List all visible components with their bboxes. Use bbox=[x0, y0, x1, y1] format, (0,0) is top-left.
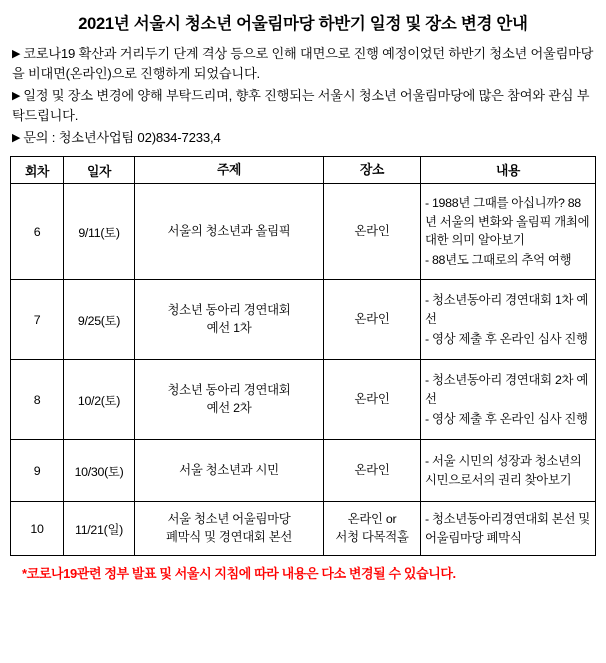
column-header-topic: 주제 bbox=[135, 157, 324, 184]
intro-paragraph-3 bbox=[12, 128, 596, 148]
cell-date: 9/25(토) bbox=[64, 280, 135, 360]
cell-date: 11/21(일) bbox=[64, 502, 135, 556]
table-row bbox=[11, 502, 596, 556]
cell-place: 온라인 bbox=[324, 184, 421, 280]
cell-topic: 청소년 동아리 경연대회 예선 2차 bbox=[135, 360, 324, 440]
intro-paragraph-1-text: 코로나19 확산과 거리두기 단계 격상 등으로 인해 대면으로 진행 예정이었던 하반기 청소년 어울림마당을 비대면(온라인)으로 진행하게 되었습니다. bbox=[12, 46, 594, 82]
cell-topic: 서울의 청소년과 올림픽 bbox=[135, 184, 324, 280]
bullet-marker-icon: ▶ bbox=[12, 48, 21, 60]
cell-content bbox=[421, 184, 596, 280]
column-header-date: 일자 bbox=[64, 157, 135, 184]
intro-section bbox=[12, 44, 596, 148]
cell-content bbox=[421, 360, 596, 440]
column-header-place: 장소 bbox=[324, 157, 421, 184]
table-row bbox=[11, 360, 596, 440]
content-line: - 청소년동아리경연대회 본선 및 어울림마당 폐막식 bbox=[425, 512, 590, 545]
cell-content bbox=[421, 280, 596, 360]
cell-date: 10/30(토) bbox=[64, 440, 135, 502]
contact-text: 문의 : 청소년사업팀 02)834-7233,4 bbox=[23, 129, 221, 145]
column-header-round: 회차 bbox=[11, 157, 64, 184]
cell-topic: 청소년 동아리 경연대회 예선 1차 bbox=[135, 280, 324, 360]
cell-topic: 서울 청소년 어울림마당 폐막식 및 경연대회 본선 bbox=[135, 502, 324, 556]
cell-content bbox=[421, 440, 596, 502]
bullet-marker-icon: ▶ bbox=[12, 131, 21, 144]
cell-round: 9 bbox=[11, 440, 64, 502]
content-line: - 청소년동아리 경연대회 1차 예선 bbox=[425, 293, 589, 326]
content-line: - 영상 제출 후 온라인 심사 진행 bbox=[425, 331, 588, 346]
cell-place: 온라인 or 서청 다목적홀 bbox=[324, 502, 421, 556]
table-row bbox=[11, 280, 596, 360]
cell-place: 온라인 bbox=[324, 360, 421, 440]
cell-date: 9/11(토) bbox=[64, 184, 135, 280]
cell-round: 8 bbox=[11, 360, 64, 440]
column-header-content: 내용 bbox=[421, 157, 596, 184]
cell-round: 7 bbox=[11, 280, 64, 360]
intro-paragraph-2 bbox=[12, 86, 596, 127]
cell-place: 온라인 bbox=[324, 280, 421, 360]
content-line: - 청소년동아리 경연대회 2차 예선 bbox=[425, 373, 589, 406]
footer-note: *코로나19관련 정부 발표 및 서울시 지침에 따라 내용은 다소 변경될 수 있습니다. bbox=[22, 566, 456, 582]
page-title: 2021년 서울시 청소년 어울림마당 하반기 일정 및 장소 변경 안내 bbox=[78, 15, 528, 33]
cell-round: 6 bbox=[11, 184, 64, 280]
cell-round: 10 bbox=[11, 502, 64, 556]
cell-place: 온라인 bbox=[324, 440, 421, 502]
cell-topic: 서울 청소년과 시민 bbox=[135, 440, 324, 502]
table-row bbox=[11, 440, 596, 502]
content-line: - 1988년 그때를 아십니까? 88년 서울의 변화와 올림픽 개최에 대한 의미 알아보기 bbox=[425, 196, 590, 248]
cell-content bbox=[421, 502, 596, 556]
table-body bbox=[11, 184, 596, 556]
content-line: - 서울 시민의 성장과 청소년의 시민으로서의 권리 찾아보기 bbox=[425, 454, 582, 487]
table-header-row bbox=[11, 157, 596, 184]
table-row bbox=[11, 184, 596, 280]
cell-date: 10/2(토) bbox=[64, 360, 135, 440]
content-line: - 영상 제출 후 온라인 심사 진행 bbox=[425, 411, 588, 426]
schedule-table bbox=[10, 156, 596, 556]
intro-paragraph-2-text: 일정 및 장소 변경에 양해 부탁드리며, 향후 진행되는 서울시 청소년 어울림마당에 많은 참여와 관심 부탁드립니다. bbox=[12, 87, 590, 124]
intro-paragraph-1 bbox=[12, 44, 596, 85]
content-line: - 88년도 그때로의 추억 여행 bbox=[425, 252, 572, 267]
bullet-marker-icon: ▶ bbox=[12, 89, 21, 102]
